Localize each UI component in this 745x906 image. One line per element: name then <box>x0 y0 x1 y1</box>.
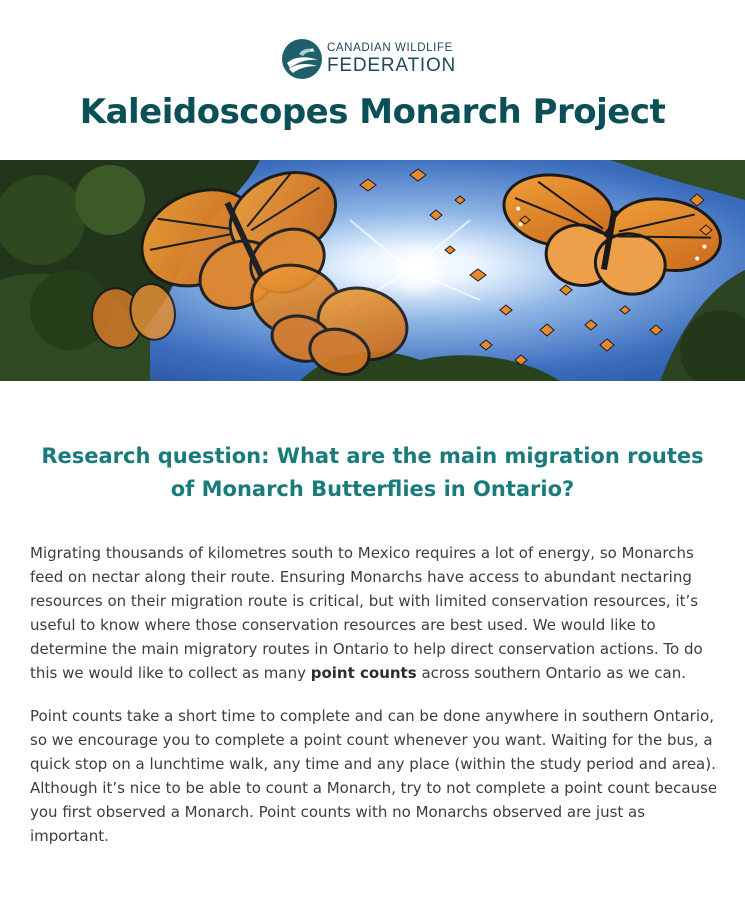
cwf-logo[interactable] <box>281 38 471 80</box>
logo-line-2: FEDERATION <box>327 55 457 77</box>
monarch-butterflies-image <box>0 160 745 381</box>
logo-line-1: CANADIAN WILDLIFE <box>327 41 453 54</box>
point-counts-emphasis: point counts <box>310 664 417 682</box>
hero-image <box>0 160 745 381</box>
intro-text-start: Migrating thousands of kilometres south to Mexico requires a lot of energy, so Monarchs feed on nectar along their route. Ensuring Monarchs have access to abundant nectaring resources on their migration route is critical, but with limited conservation resources, it’s useful to know where those conservation resources are best used. We would like to determine the main migratory routes in Ontario to help direct conservation actions. To do this we would like to collect as many <box>30 544 703 682</box>
page-title: Kaleidoscopes Monarch Project <box>79 92 666 132</box>
point-count-paragraph: Point counts take a short time to complete and can be done anywhere in southern Ontario, so we encourage you to complete a point count whenever you want. Waiting for the bus, a quick stop on a lunchtime walk, any time and any place (within the study period and area). Although it’s nice to be able to count a Monarch, try to not complete a point count because you first observed a Monarch. Point counts with no Monarchs observed are just as important. <box>30 707 718 845</box>
intro-text-end: across southern Ontario as we can. <box>416 664 687 682</box>
logo-wordmark <box>327 43 456 76</box>
research-question-heading: Research question: What are the main migration routes of Monarch Butterflies in Ontario? <box>41 444 704 501</box>
bird-logo-icon <box>281 38 323 80</box>
intro-paragraph <box>30 541 720 685</box>
